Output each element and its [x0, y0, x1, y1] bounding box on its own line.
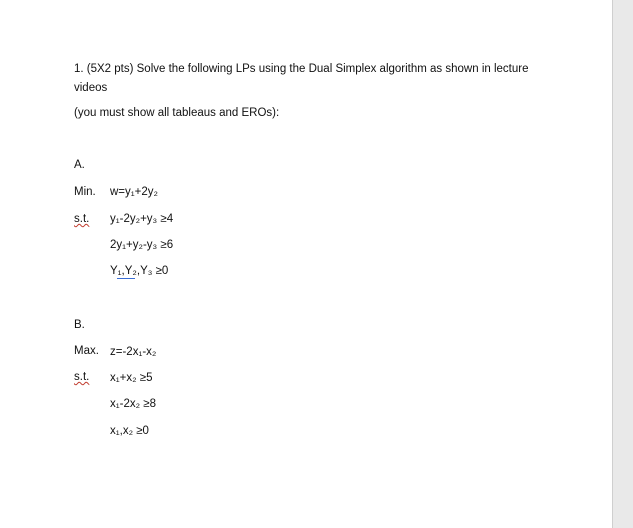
problem-b-nonnegativity: x₁,x₂ ≥0	[110, 425, 149, 437]
problem-a-objective-label: Min.	[74, 186, 96, 198]
problem-a-st-label: s.t.	[74, 213, 90, 225]
spellcheck-underline	[117, 278, 135, 279]
problem-a-objective: w=y₁+2y₂	[110, 186, 158, 198]
question-instructions: (you must show all tableaus and EROs):	[74, 107, 280, 119]
question-line-1: 1. (5X2 pts) Solve the following LPs using the Dual Simplex algorithm as shown in lecture	[74, 63, 529, 75]
problem-b-label: B.	[74, 319, 85, 331]
problem-a-constraint-2: 2y₁+y₂-y₃ ≥6	[110, 239, 174, 251]
problem-b-objective: z=-2x₁-x₂	[110, 346, 157, 358]
problem-b-constraint-2: x₁-2x₂ ≥8	[110, 398, 156, 410]
problem-a-label: A.	[74, 159, 85, 171]
problem-a-constraint-1: y₁-2y₂+y₃ ≥4	[110, 213, 174, 225]
problem-b-st-label: s.t.	[74, 371, 90, 383]
problem-b-objective-label: Max.	[74, 345, 99, 357]
problem-a-nonnegativity: Y₁,Y₂,Y₃ ≥0	[110, 265, 169, 277]
problem-b-constraint-1: x₁+x₂ ≥5	[110, 372, 153, 384]
question-line-2: videos	[74, 82, 108, 94]
